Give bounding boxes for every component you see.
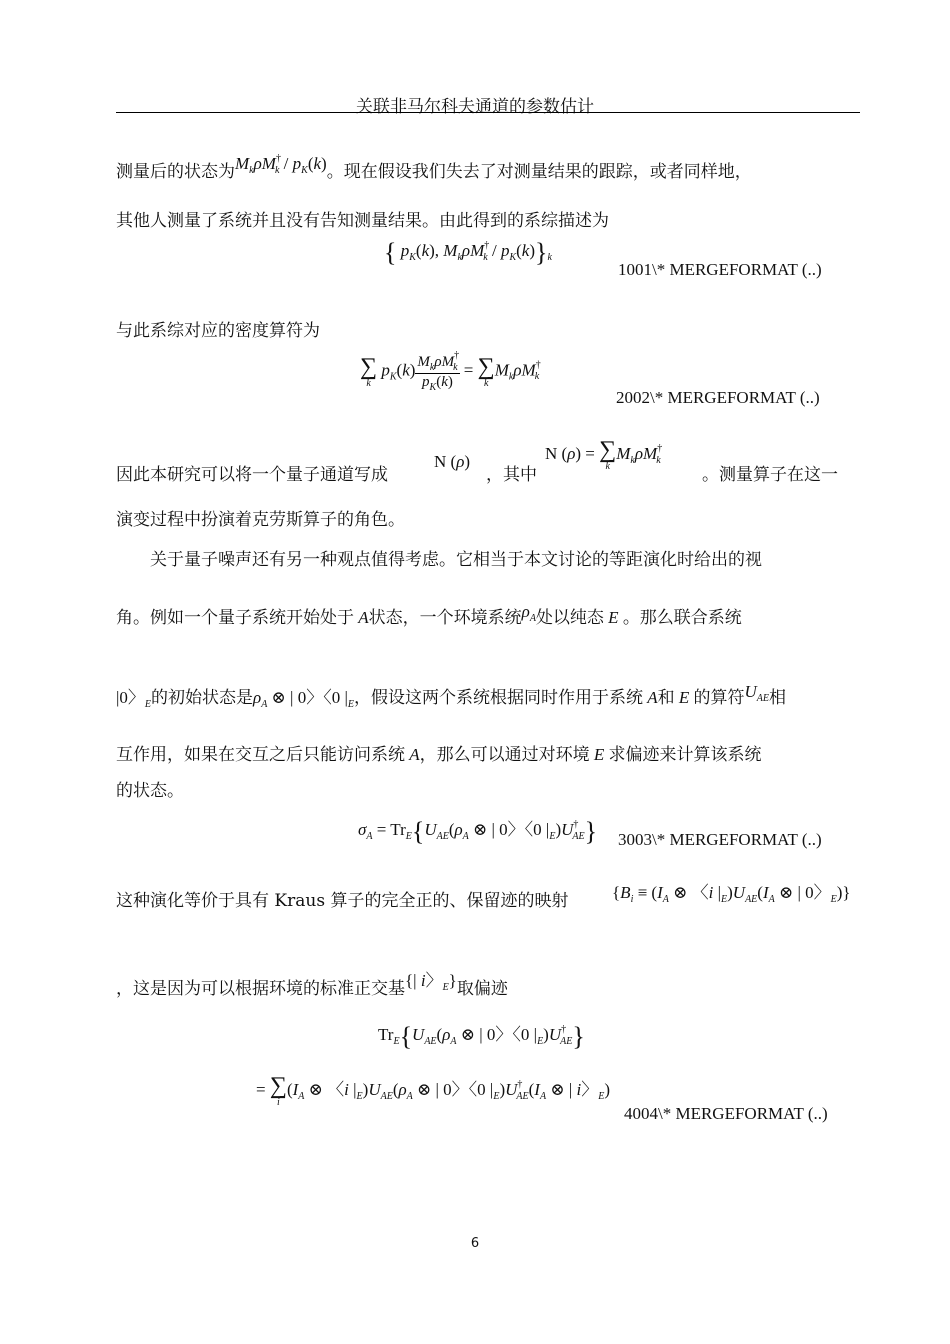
page-header-title: 关联非马尔科夫通道的参数估计 — [356, 97, 594, 117]
equation-4-label: 4004\* MERGEFORMAT (..) — [624, 1104, 828, 1123]
text-run: 的算符 — [693, 688, 745, 708]
math-U-AE: $U_{AE}$ — [744, 682, 769, 704]
text-run: 。那么联合系统 — [622, 608, 742, 628]
paragraph-line-10: 的状态。 — [116, 781, 184, 801]
math-state-after-measurement: $M_k\rho M^\dagger_k / p_K(k)$ — [235, 153, 327, 176]
math-rho-A: $\rho_A$ — [521, 602, 536, 624]
text-run: 状态，一个环境系统 — [368, 608, 522, 628]
page-number: 6 — [470, 1236, 480, 1251]
equation-2: ∑ k $p_K(k)$ $\frac{M_k\rho M^\dagger_k}{p_K(k)}$ = ∑ k $M_k\rho M^\dagger_k$ — [360, 350, 541, 393]
text-run: 因此本研究可以将一个量子通道写成 — [116, 465, 388, 485]
math-channel-definition: N (ρ) = ∑ k $M_k\rho M^\dagger_k$ — [545, 437, 663, 472]
math-kraus-operators: {$B_i \equiv (I_A$ ⊗ 〈i $|_E)U_{AE}(I_A$ ⊗ | 0〉$_E$)} — [612, 883, 851, 905]
text-run: ，那么可以通过对环境 — [419, 745, 590, 765]
equation-1-label: 1001\* MERGEFORMAT (..) — [618, 260, 822, 279]
text-run: ，这是因为可以根据环境的标准正交基 — [116, 979, 405, 999]
equation-4-line-2: = ∑ i ($I_A$ ⊗ 〈i $|_E)U_{AE}(\rho_A$ ⊗ | 0〉〈0 $|_E)U^\dagger_{AE}(I_A$ ⊗ | i〉$_E$) — [256, 1073, 610, 1108]
math-initial-state: $\rho_A$ ⊗ | 0〉〈0 $|_E$ — [253, 688, 354, 710]
math-A: A — [354, 608, 369, 627]
paragraph-line-3: 与此系综对应的密度算符为 — [116, 321, 320, 341]
equation-1: { $p_K(k)$, $M_k\rho M^\dagger_k / p_K(k)\}_k$ — [384, 238, 552, 267]
equation-4-line-1: $Tr_E\{U_{AE}(\rho_A$ ⊗ | 0〉〈0 $|_E)U^\dagger_{AE}$} — [378, 1022, 585, 1051]
text-run: 。测量算子在这一 — [702, 465, 838, 485]
paragraph-line-4 — [116, 460, 388, 485]
paragraph-line-1 — [116, 153, 752, 182]
paragraph-line-12 — [116, 966, 508, 999]
text-run: ，其中 — [486, 465, 537, 485]
paragraph-line-11: 这种演化等价于具有 Kraus 算子的完全正的、保留迹的映射 — [116, 891, 569, 911]
math-E: E — [674, 688, 694, 707]
equation-2-label: 2002\* MERGEFORMAT (..) — [616, 388, 820, 407]
text-run: 取偏迹 — [456, 979, 508, 999]
paragraph-line-8 — [116, 682, 786, 710]
math-E: E — [589, 745, 609, 764]
text-run: 。现在假设我们失去了对测量结果的跟踪，或者同样地， — [326, 162, 752, 182]
paragraph-line-6: 关于量子噪声还有另一种观点值得考虑。它相当于本文讨论的等距演化时给出的视 — [150, 550, 762, 570]
text-run: 求偏迹来计算该系统 — [608, 745, 762, 765]
text-run: 处以纯态 — [535, 608, 604, 628]
header-rule — [116, 112, 860, 113]
text-run: 相 — [769, 688, 786, 708]
math-E: E — [603, 608, 623, 627]
paragraph-line-9 — [116, 740, 762, 765]
math-A: A — [642, 688, 658, 707]
math-channel-N: N (ρ) — [434, 452, 471, 471]
text-run: 角。例如一个量子系统开始处于 — [116, 608, 354, 628]
equation-3-label: 3003\* MERGEFORMAT (..) — [618, 830, 822, 849]
paragraph-line-7 — [116, 602, 742, 628]
math-orthonormal-basis: {| i〉$_E$} — [405, 971, 457, 993]
text-run: 互作用，如果在交互之后只能访问系统 — [116, 745, 405, 765]
paragraph-line-2: 其他人测量了系统并且没有告知测量结果。由此得到的系综描述为 — [116, 211, 609, 231]
paragraph-line-5: 演变过程中扮演着克劳斯算子的角色。 — [116, 510, 405, 530]
math-ket-0-E: |0〉$_E$ — [116, 688, 152, 710]
text-run: 测量后的状态为 — [116, 162, 235, 182]
text-run: 的初始状态是 — [151, 688, 254, 708]
math-A: A — [405, 745, 420, 764]
text-run: ，假设这两个系统根据同时作用于系统 — [353, 688, 643, 708]
equation-3: $\sigma_A = Tr_E\{U_{AE}(\rho_A$ ⊗ | 0〉〈0 $|_E)U^\dagger_{AE}$} — [358, 817, 598, 846]
text-run: 和 — [657, 688, 675, 708]
